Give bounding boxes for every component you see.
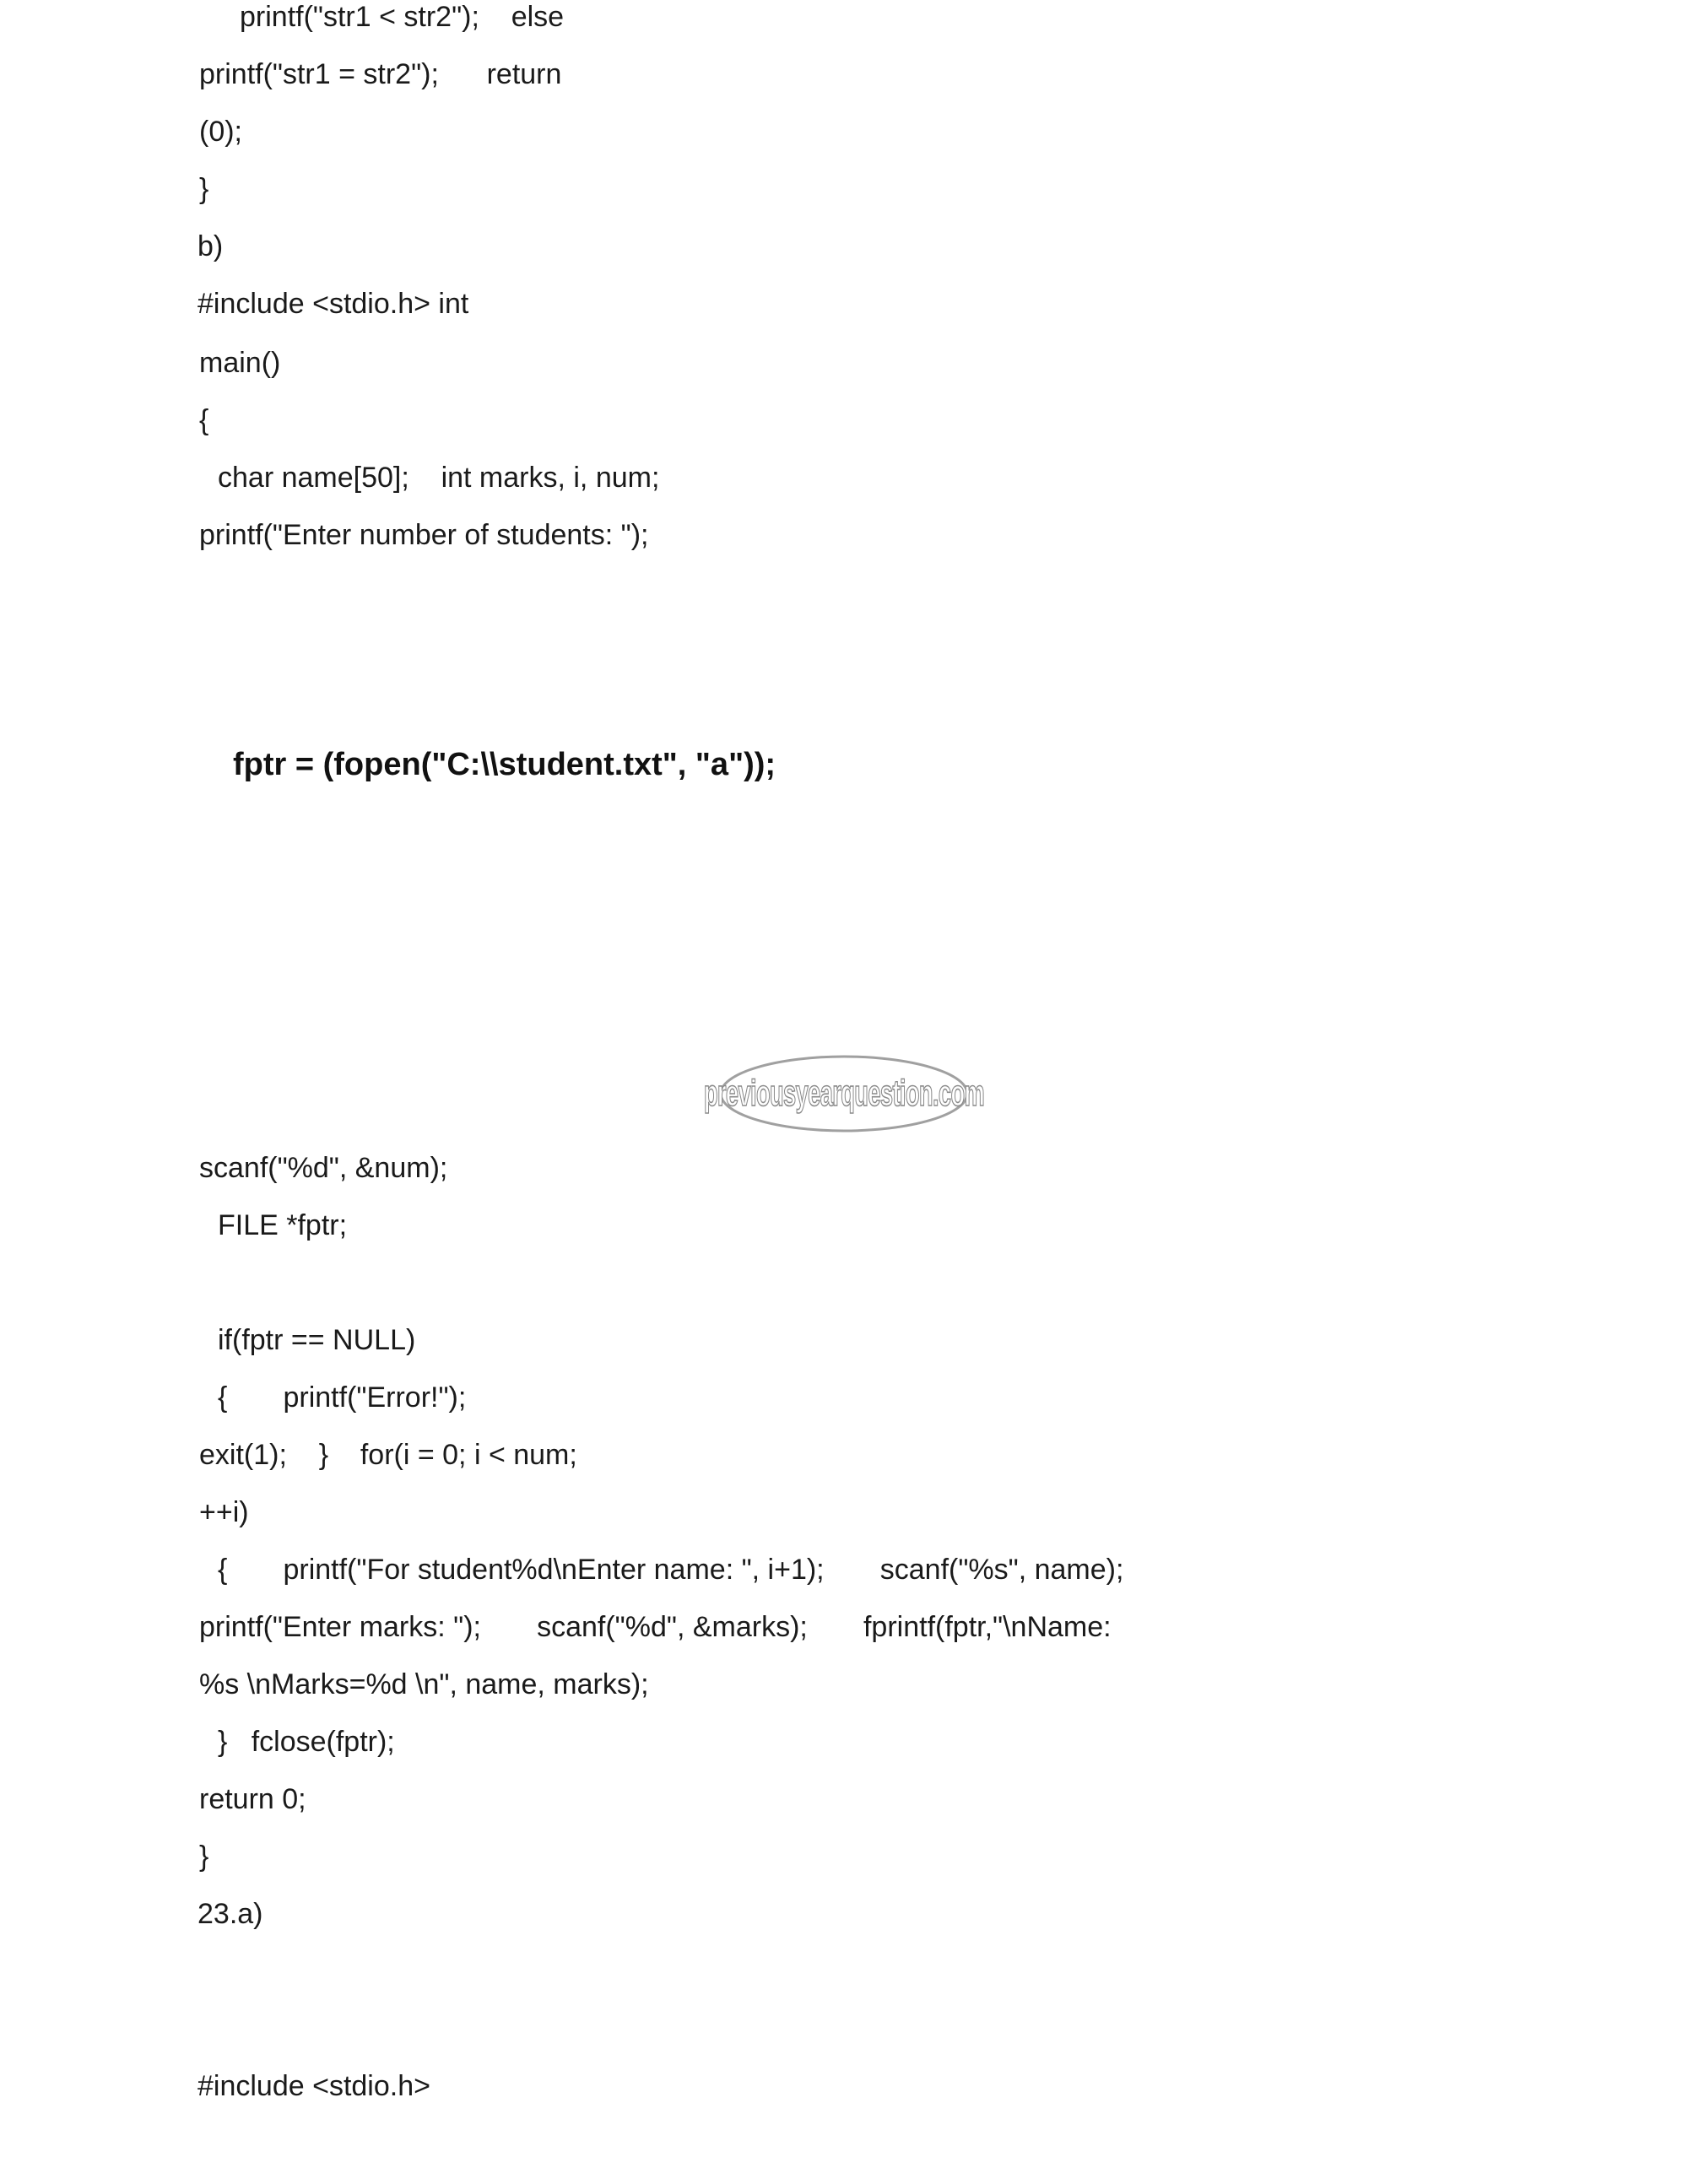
code-line-16: exit(1); } for(i = 0; i < num;: [199, 1439, 577, 1471]
code-line-17: ++i): [199, 1496, 249, 1528]
code-line-4: }: [199, 173, 209, 205]
code-line-2: printf("str1 = str2"); return: [199, 58, 562, 90]
code-line-15: { printf("Error!");: [218, 1381, 467, 1414]
code-line-fopen: fptr = (fopen("C:\\student.txt", "a"));: [233, 747, 776, 782]
code-line-20: %s \nMarks=%d \n", name, marks);: [199, 1668, 649, 1700]
code-line-22: return 0;: [199, 1783, 306, 1815]
code-line-25: #include <stdio.h>: [197, 2070, 430, 2102]
code-line-6: #include <stdio.h> int: [197, 288, 469, 320]
section-label-23a: 23.a): [197, 1898, 263, 1930]
code-line-1: printf("str1 < str2"); else: [240, 1, 565, 33]
code-line-8: {: [199, 404, 209, 436]
code-line-3: (0);: [199, 116, 242, 148]
code-line-18: { printf("For student%d\nEnter name: ", i+1); scanf("%s", name);: [218, 1554, 1124, 1586]
code-line-7: main(): [199, 347, 281, 379]
code-line-13: FILE *fptr;: [218, 1209, 348, 1241]
code-line-19: printf("Enter marks: "); scanf("%d", &marks); fprintf(fptr,"\nName:: [199, 1611, 1112, 1643]
watermark-text: previousyearquestion.com: [703, 1073, 985, 1114]
watermark-logo: [703, 1053, 985, 1134]
code-line-12: scanf("%d", &num);: [199, 1152, 448, 1184]
code-line-9: char name[50]; int marks, i, num;: [218, 462, 660, 494]
section-label-b: b): [197, 230, 224, 262]
code-line-23: }: [199, 1841, 209, 1873]
code-line-10: printf("Enter number of students: ");: [199, 519, 649, 551]
code-line-14: if(fptr == NULL): [218, 1324, 416, 1356]
code-line-21: } fclose(fptr);: [218, 1726, 395, 1758]
